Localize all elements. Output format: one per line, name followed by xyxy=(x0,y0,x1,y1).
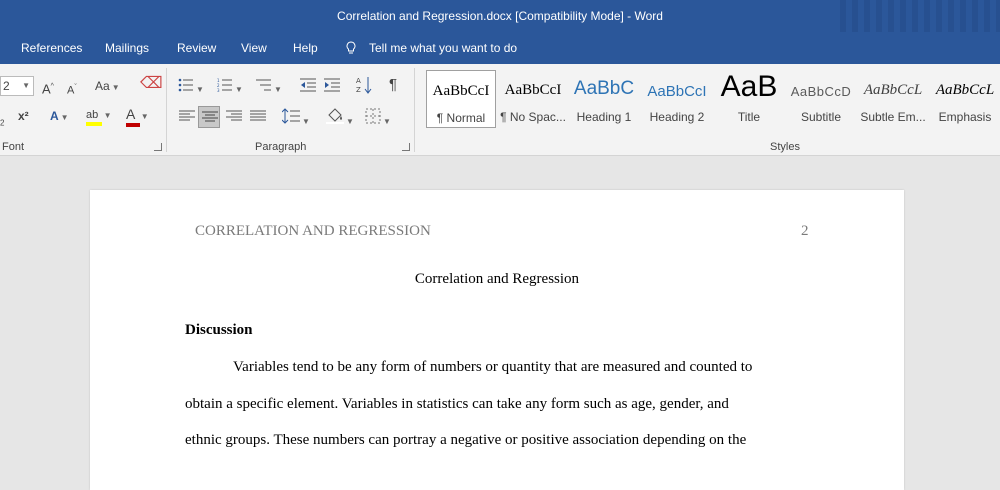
chevron-down-icon: ▼ xyxy=(22,81,30,90)
font-dialog-launcher[interactable] xyxy=(154,143,162,151)
superscript-button[interactable]: x² xyxy=(18,109,29,123)
document-canvas[interactable] xyxy=(0,157,1000,468)
bullets-button[interactable] xyxy=(178,78,204,98)
highlight-swatch xyxy=(86,122,102,126)
svg-text:Z: Z xyxy=(356,86,361,94)
grow-font-button[interactable]: A^ xyxy=(42,81,54,97)
style-sample: AaBbCcL xyxy=(863,82,923,98)
clear-formatting-icon[interactable]: ⌫ xyxy=(140,75,163,92)
align-right-button[interactable] xyxy=(226,110,242,126)
group-separator xyxy=(166,68,167,152)
justify-button[interactable] xyxy=(250,110,266,126)
chevron-down-icon: ▼ xyxy=(383,117,391,126)
svg-text:3: 3 xyxy=(217,88,220,92)
chevron-down-icon: ▼ xyxy=(235,85,243,94)
multilevel-list-icon xyxy=(256,78,272,92)
font-color-button[interactable]: A ▼ xyxy=(126,106,149,125)
chevron-down-icon: ▼ xyxy=(274,85,282,94)
lightbulb-icon xyxy=(345,41,357,55)
shading-button[interactable] xyxy=(326,108,354,130)
style-name: Subtitle xyxy=(800,110,842,124)
font-size-value: 2 xyxy=(3,79,10,93)
shrink-font-button[interactable]: $A^ˇ$ xyxy=(67,84,77,97)
svg-text:2: 2 xyxy=(217,83,220,88)
style-name: ¶ No Spac... xyxy=(500,110,566,124)
style-name: Heading 1 xyxy=(576,110,632,124)
style-name: Title xyxy=(737,110,761,124)
align-center-icon xyxy=(202,111,218,123)
tab-mailings[interactable]: Mailings xyxy=(105,41,150,55)
style-sample: AaB xyxy=(720,70,778,103)
style-sample: AaBbC xyxy=(573,78,635,99)
style-emphasis[interactable] xyxy=(930,70,1000,128)
increase-indent-icon xyxy=(324,78,340,92)
bullets-icon xyxy=(178,78,194,92)
section-heading: Discussion xyxy=(185,322,253,338)
style-title[interactable] xyxy=(714,70,784,128)
document-title: Correlation and Regression xyxy=(414,271,580,287)
style-name: Subtle Em... xyxy=(860,110,926,124)
svg-text:1: 1 xyxy=(217,78,220,83)
style-subtle-emphasis[interactable] xyxy=(858,70,928,128)
tell-me-label: Tell me what you want to do xyxy=(369,41,518,55)
chevron-down-icon: ▼ xyxy=(346,117,354,126)
align-left-button[interactable] xyxy=(179,110,195,126)
page-number: 2 xyxy=(801,223,809,239)
style-name: Emphasis xyxy=(938,110,992,124)
text-effects-button[interactable]: A ▼ xyxy=(50,109,69,123)
style-no-spacing[interactable] xyxy=(498,70,568,128)
show-formatting-marks-icon[interactable]: ¶ xyxy=(389,76,398,93)
style-heading-2[interactable] xyxy=(642,70,712,128)
svg-text:A: A xyxy=(356,77,361,85)
style-normal[interactable] xyxy=(426,70,496,128)
tab-view[interactable]: View xyxy=(241,41,267,55)
style-name: ¶ Normal xyxy=(436,111,486,125)
paragraph-dialog-launcher[interactable] xyxy=(402,143,410,151)
ribbon xyxy=(0,64,1000,156)
font-group-label: Font xyxy=(2,141,25,153)
paragraph-line: obtain a specific element. Variables in statistics can take any form such as age, gender, and xyxy=(185,396,729,412)
numbering-button[interactable] xyxy=(217,78,243,98)
chevron-down-icon: ▼ xyxy=(302,117,310,126)
paint-bucket-icon xyxy=(326,108,344,124)
tab-review[interactable]: Review xyxy=(177,41,217,55)
sort-icon xyxy=(356,76,372,94)
style-sample: AaBbCcL xyxy=(935,82,995,98)
paragraph-line: Variables tend to be any form of numbers or quantity that are measured and counted to xyxy=(233,359,753,375)
running-head: CORRELATION AND REGRESSION xyxy=(195,223,431,239)
justify-icon xyxy=(250,110,266,122)
style-heading-1[interactable] xyxy=(569,70,639,128)
style-sample: AaBbCcD xyxy=(790,84,852,99)
document-page[interactable] xyxy=(90,190,904,490)
styles-group-label: Styles xyxy=(770,141,800,153)
align-center-button[interactable] xyxy=(198,106,220,128)
increase-indent-button[interactable] xyxy=(324,78,340,96)
multilevel-list-button[interactable] xyxy=(256,78,282,98)
chevron-down-icon: ▼ xyxy=(196,85,204,94)
font-color-swatch xyxy=(126,123,140,127)
style-subtitle[interactable] xyxy=(786,70,856,128)
align-right-icon xyxy=(226,110,242,122)
borders-button[interactable] xyxy=(365,108,391,130)
chevron-down-icon: ▼ xyxy=(60,113,69,122)
title-bar xyxy=(0,0,1000,32)
decrease-indent-button[interactable] xyxy=(300,78,316,96)
change-case-button[interactable]: Aa ▼ xyxy=(95,79,120,93)
chevron-down-icon: ▼ xyxy=(103,111,112,120)
group-separator xyxy=(414,68,415,152)
align-left-icon xyxy=(179,110,195,122)
tell-me-search[interactable] xyxy=(345,41,517,55)
tab-help[interactable]: Help xyxy=(293,41,318,55)
line-spacing-button[interactable] xyxy=(282,108,310,130)
tab-references[interactable]: References xyxy=(21,41,83,55)
decrease-indent-icon xyxy=(300,78,316,92)
window-title: Correlation and Regression.docx [Compatibility Mode] - Word xyxy=(337,9,663,23)
style-sample: AaBbCcI xyxy=(647,83,707,100)
sort-button[interactable] xyxy=(356,76,372,98)
subscript-button[interactable]: 2 xyxy=(0,118,5,128)
style-name: Heading 2 xyxy=(649,110,705,124)
numbering-icon xyxy=(217,78,233,92)
highlight-color-button[interactable]: ab ▼ xyxy=(86,106,112,124)
chevron-down-icon: ▼ xyxy=(111,83,120,92)
line-spacing-icon xyxy=(282,108,300,124)
paragraph-line: ethnic groups. These numbers can portray a negative or positive association depending on the xyxy=(185,432,747,448)
paragraph-group-label: Paragraph xyxy=(255,141,307,153)
chevron-down-icon: ▼ xyxy=(140,112,149,121)
ribbon-tabs xyxy=(0,32,1000,64)
borders-icon xyxy=(365,108,381,124)
font-size-box[interactable] xyxy=(0,76,34,96)
style-sample: AaBbCcI xyxy=(432,83,490,99)
style-sample: AaBbCcI xyxy=(504,82,562,98)
